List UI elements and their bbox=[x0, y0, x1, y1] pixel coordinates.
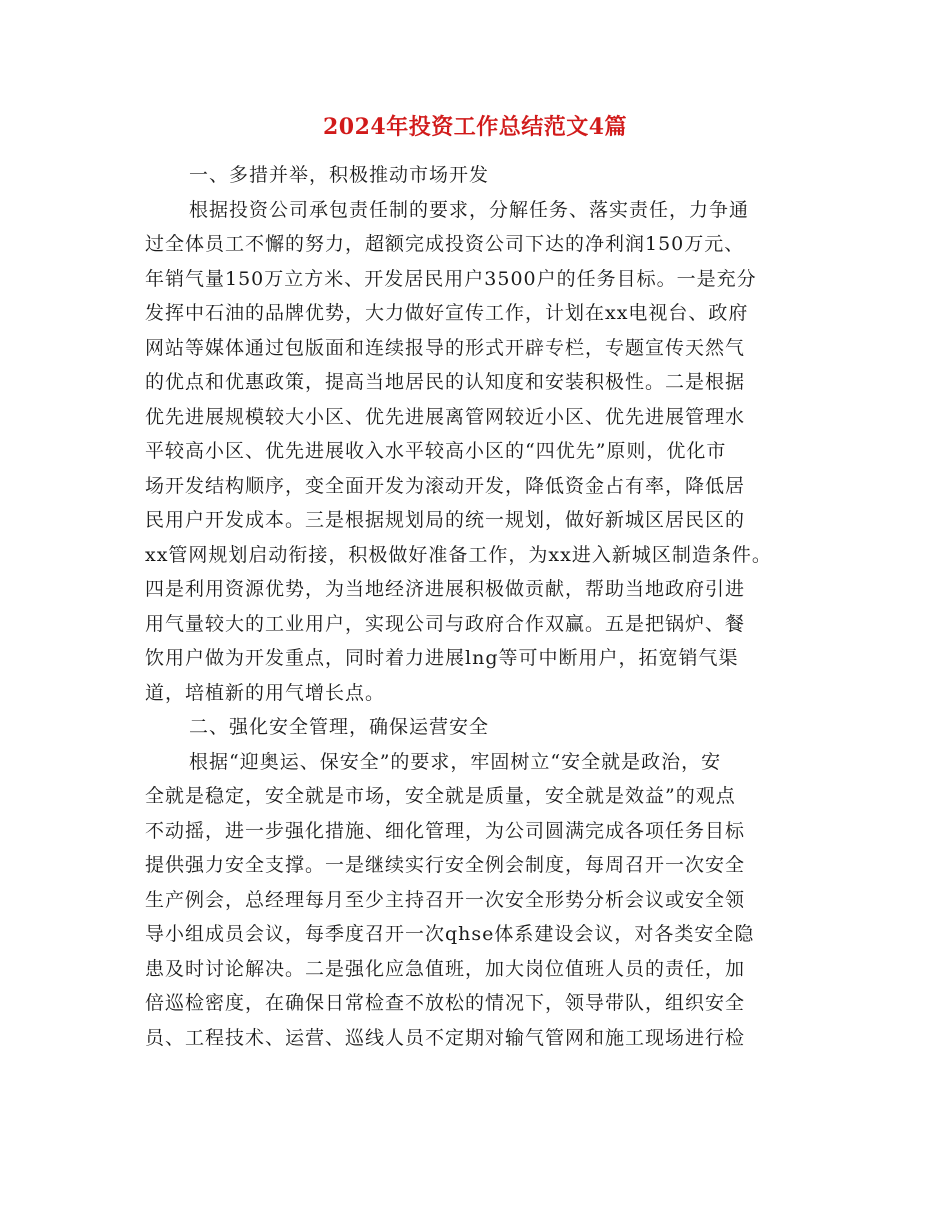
section-heading-1: 一、多措并举，积极推动市场开发 bbox=[189, 164, 490, 186]
paragraph-line: 网站等媒体通过包版面和连续报导的形式开辟专栏，专题宣传天然气 bbox=[145, 336, 746, 359]
paragraph-line: 民用户开发成本。三是根据规划局的统一规划，做好新城区居民区的 bbox=[145, 509, 746, 531]
section-heading-2: 二、强化安全管理，确保运营安全 bbox=[189, 716, 490, 738]
paragraph-line: 用气量较大的工业用户，实现公司与政府合作双赢。五是把锅炉、餐 bbox=[145, 612, 746, 635]
paragraph-line: 导小组成员会议，每季度召开一次qhse体系建设会议，对各类安全隐 bbox=[145, 923, 755, 945]
paragraph-line: 的优点和优惠政策，提高当地居民的认知度和安装积极性。二是根据 bbox=[145, 371, 746, 393]
paragraph-line: 过全体员工不懈的努力，超额完成投资公司下达的净利润150万元、 bbox=[145, 233, 745, 255]
paragraph-line: 全就是稳定，安全就是市场，安全就是质量，安全就是效益”的观点 bbox=[145, 785, 736, 807]
paragraph-line: 提供强力安全支撑。一是继续实行安全例会制度，每周召开一次安全 bbox=[145, 854, 746, 876]
paragraph-line: xx管网规划启动衔接，积极做好准备工作，为xx进入新城区制造条件。 bbox=[145, 543, 772, 566]
paragraph-line: 根据“迎奥运、保安全”的要求，牢固树立“安全就是政治，安 bbox=[189, 750, 722, 773]
paragraph-line: 优先进展规模较大小区、优先进展离管网较近小区、优先进展管理水 bbox=[145, 405, 746, 428]
paragraph-line: 平较高小区、优先进展收入水平较高小区的“四优先”原则，优化市 bbox=[145, 440, 727, 462]
paragraph-line: 根据投资公司承包责任制的要求，分解任务、落实责任，力争通 bbox=[189, 198, 750, 221]
paragraph-line: 患及时讨论解决。二是强化应急值班，加大岗位值班人员的责任，加 bbox=[145, 957, 746, 980]
document-body bbox=[145, 158, 810, 1055]
document-title: 2024年投资工作总结范文4篇 bbox=[322, 114, 628, 140]
paragraph-line: 生产例会，总经理每月至少主持召开一次安全形势分析会议或安全领 bbox=[145, 888, 746, 911]
paragraph-line: 不动摇，进一步强化措施、细化管理，为公司圆满完成各项任务目标 bbox=[145, 819, 746, 842]
paragraph-line: 四是利用资源优势，为当地经济进展积极做贡献，帮助当地政府引进 bbox=[145, 578, 746, 600]
paragraph-line: 饮用户做为开发重点，同时着力进展lng等可中断用户，拓宽销气渠 bbox=[145, 647, 739, 669]
paragraph-line: 发挥中石油的品牌优势，大力做好宣传工作，计划在xx电视台、政府 bbox=[145, 302, 749, 324]
paragraph-line: 倍巡检密度，在确保日常检查不放松的情况下，领导带队，组织安全 bbox=[145, 992, 746, 1014]
paragraph-line: 场开发结构顺序，变全面开发为滚动开发，降低资金占有率，降低居 bbox=[145, 474, 746, 497]
paragraph-line: 道，培植新的用气增长点。 bbox=[145, 681, 386, 704]
paragraph-line: 年销气量150万立方米、开发居民用户3500户的任务目标。一是充分 bbox=[145, 267, 757, 290]
paragraph-line: 员、工程技术、运营、巡线人员不定期对输气管网和施工现场进行检 bbox=[145, 1026, 746, 1049]
